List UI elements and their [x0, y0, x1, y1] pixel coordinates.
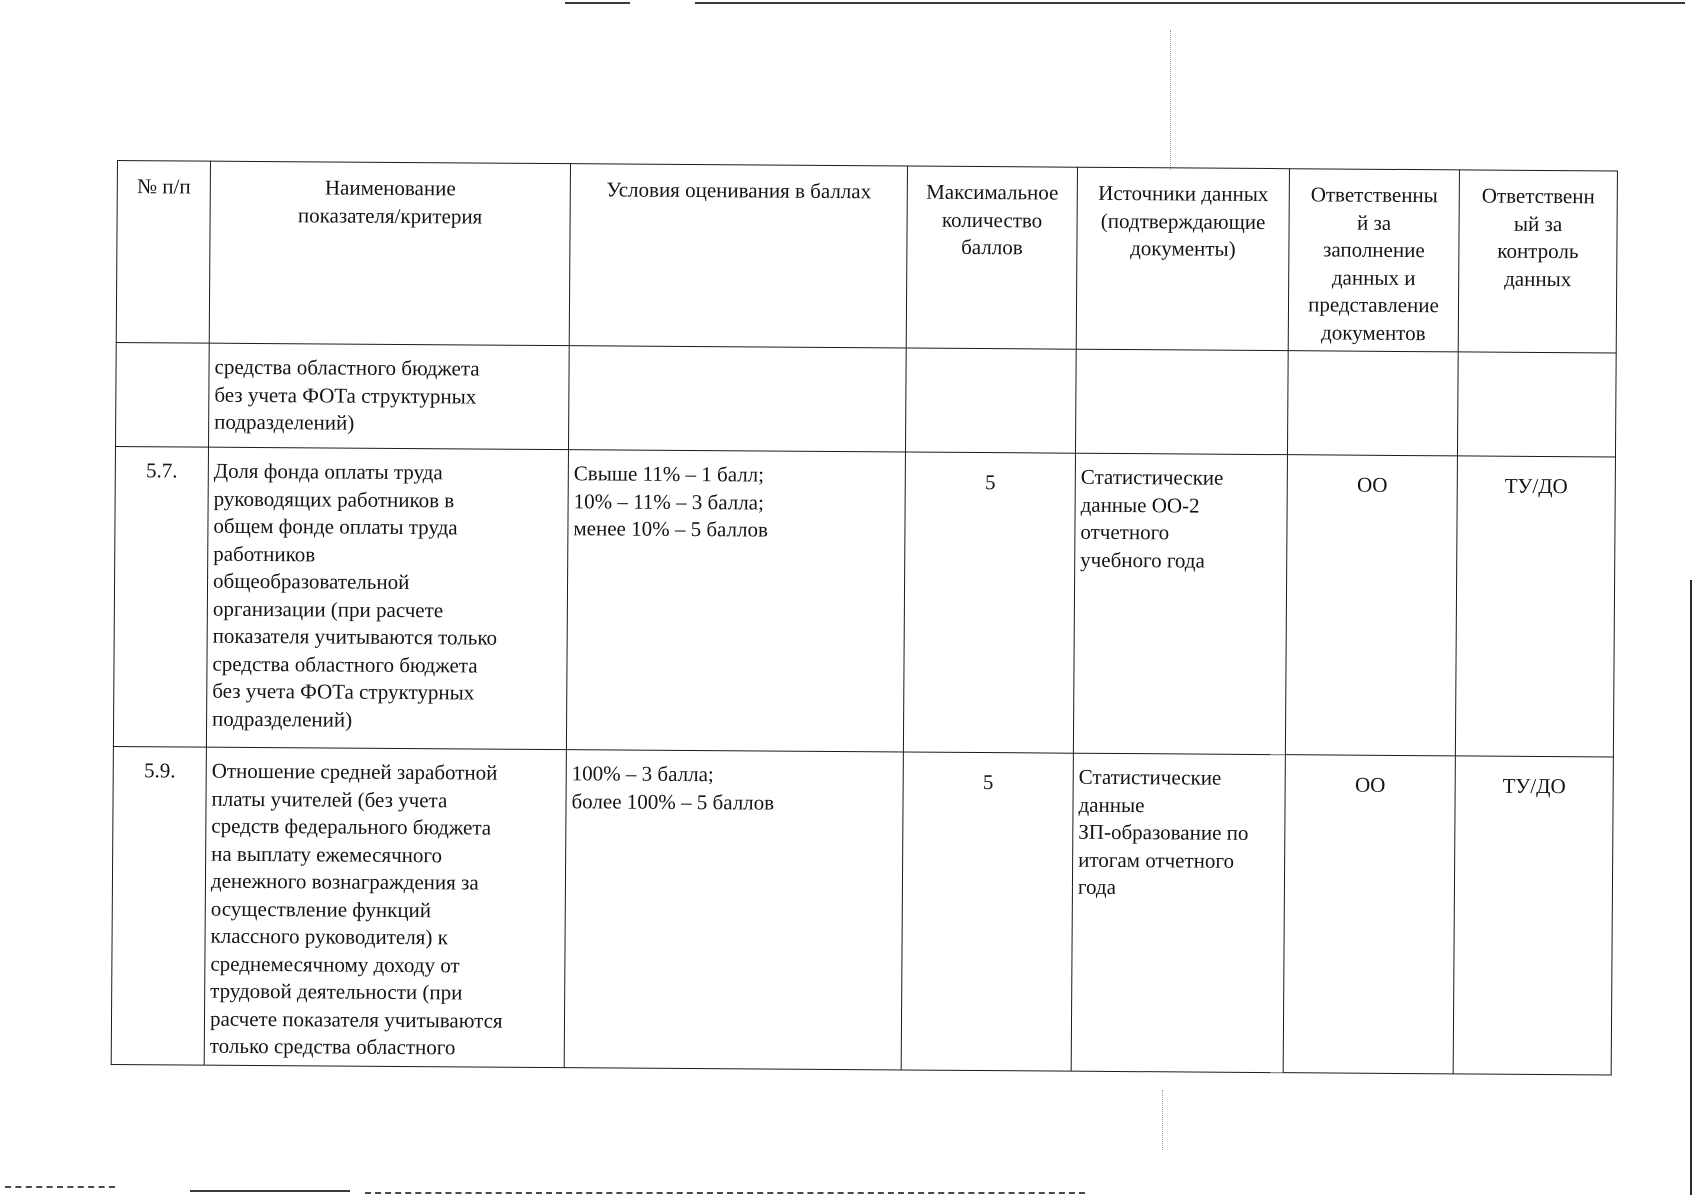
header-responsible-control: Ответственн ый за контроль данных — [1458, 170, 1617, 353]
row-responsible-control: ТУ/ДО — [1453, 756, 1613, 1075]
row-num: 5.9. — [111, 746, 206, 1064]
row-responsible-fill: ОО — [1285, 455, 1457, 756]
scan-fold-mark-bottom — [1162, 1090, 1163, 1150]
table-row — [111, 746, 1613, 1074]
row-data-sources: Статистические данные ОО-2 отчетного учебного года — [1073, 453, 1287, 754]
table-row — [115, 342, 1616, 456]
scan-fold-mark-top — [1170, 30, 1171, 170]
row-responsible-fill — [1287, 351, 1458, 456]
row-data-sources: Статистические данные ЗП-образование по итогам отчетного года — [1071, 753, 1285, 1072]
header-responsible-fill: Ответственны й за заполнение данных и представление документов — [1288, 169, 1459, 352]
row-data-sources — [1075, 349, 1288, 454]
row-indicator-name: Отношение средней заработной платы учителей (без учета средств федерального бюджета на выплату ежемесячного денежного вознаграждения за осуществление функций классного руководителя) к среднемесячному доходу от трудовой деятельности (при расчете показателя учитываются только средства областного — [204, 747, 566, 1067]
scan-edge-right — [1690, 580, 1692, 1195]
criteria-table-container — [111, 160, 1617, 1075]
scan-edge-top-2 — [695, 2, 1685, 4]
row-num: 5.7. — [113, 446, 208, 747]
header-num: № п/п — [116, 161, 210, 344]
criteria-table — [111, 160, 1618, 1075]
row-conditions — [568, 346, 906, 452]
row-responsible-fill: ОО — [1283, 755, 1455, 1074]
row-responsible-control — [1457, 352, 1616, 457]
scan-edge-top-1 — [565, 2, 630, 4]
row-conditions: 100% – 3 балла; более 100% – 5 баллов — [564, 750, 903, 1070]
scan-edge-bottom-2 — [365, 1192, 1085, 1194]
table-header-row — [116, 161, 1617, 353]
row-conditions: Свыше 11% – 1 балл; 10% – 11% – 3 балла; менее 10% – 5 баллов — [566, 450, 905, 752]
table-row — [113, 446, 1615, 756]
row-max-points: 5 — [903, 452, 1075, 753]
scan-edge-bottom-1 — [190, 1190, 350, 1192]
row-indicator-name: средства областного бюджета без учета ФОТа структурных подразделений) — [208, 343, 569, 450]
header-indicator-name: Наименование показателя/критерия — [209, 161, 570, 346]
row-max-points — [905, 348, 1076, 453]
row-indicator-name: Доля фонда оплаты труда руководящих работников в общем фонде оплаты труда работников общеобразовательной организации (при расчете показателя учитываются только средства областного бюджета без учета ФОТа структурных подразделений) — [206, 447, 568, 750]
header-data-sources: Источники данных (подтверждающие документы) — [1076, 167, 1289, 350]
row-max-points: 5 — [901, 752, 1073, 1071]
row-num — [115, 342, 209, 447]
row-responsible-control: ТУ/ДО — [1455, 456, 1615, 757]
header-max-points: Максимальное количество баллов — [906, 166, 1077, 349]
scan-edge-bottom-left — [5, 1186, 115, 1188]
header-conditions: Условия оценивания в баллах — [569, 164, 907, 348]
